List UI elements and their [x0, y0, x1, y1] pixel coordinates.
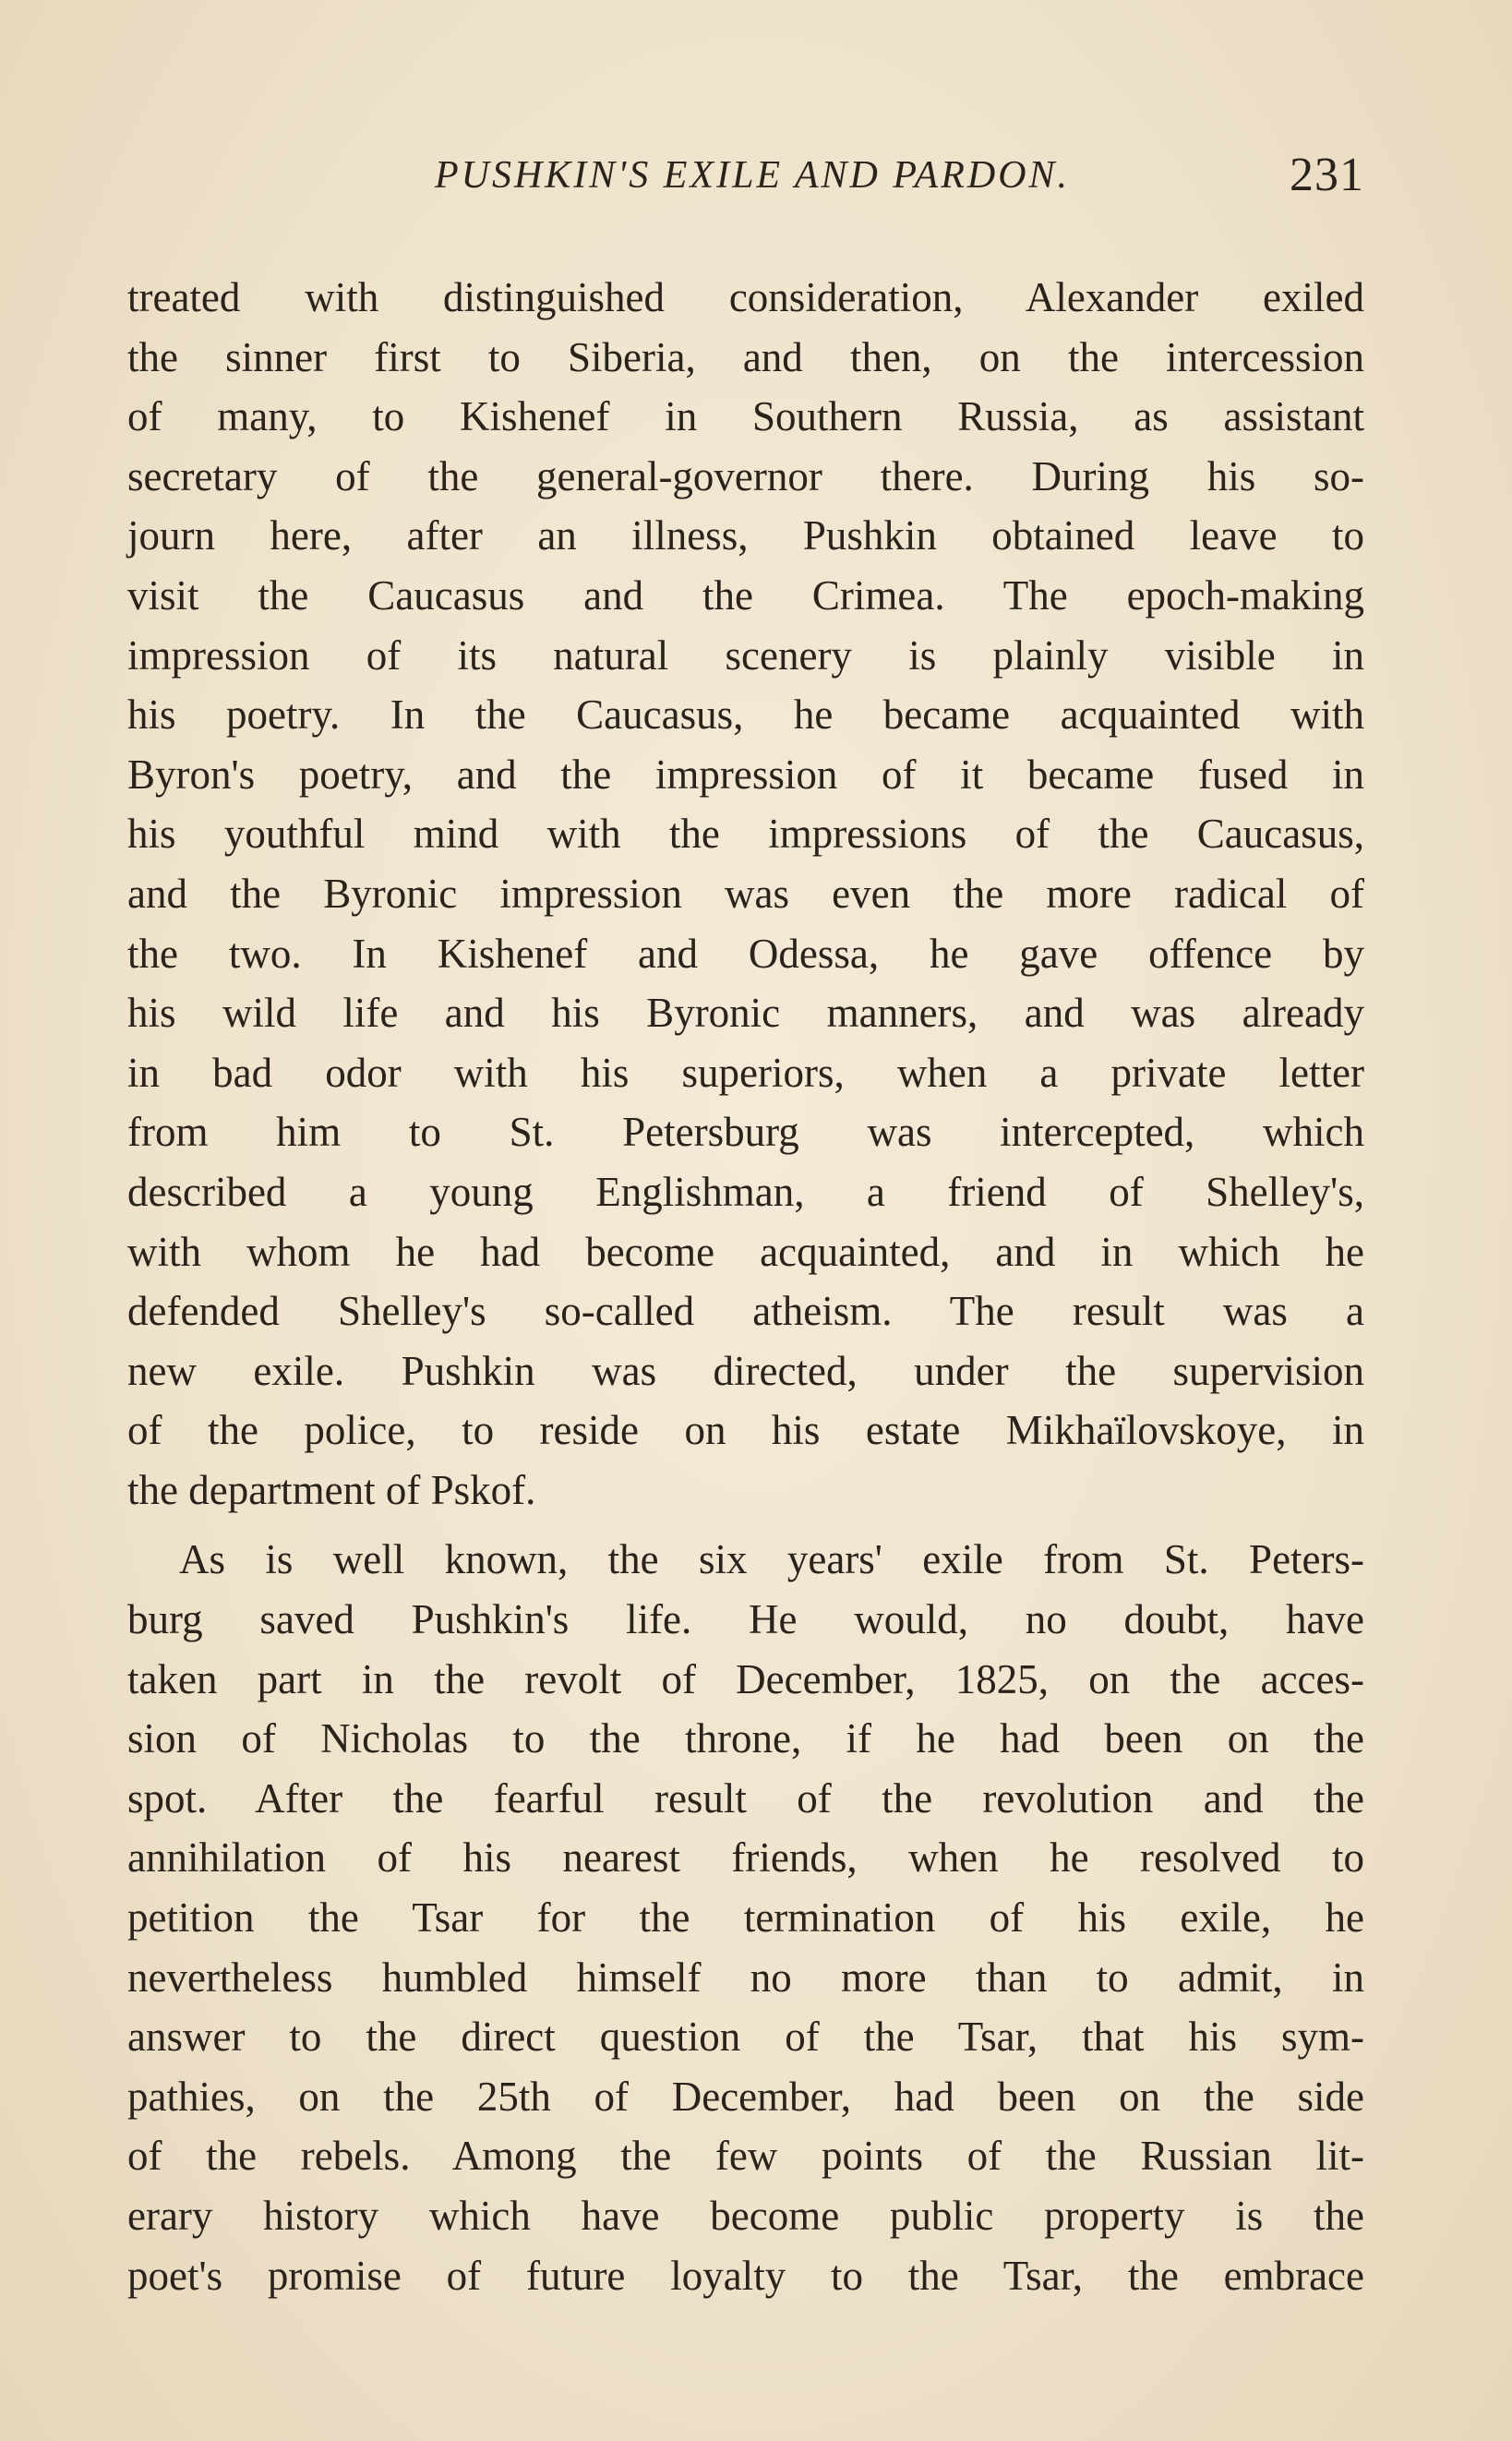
text-line: treated with distinguished consideration, Alexander exiled — [127, 274, 1364, 320]
text-line: sion of Nicholas to the throne, if he had been on the — [127, 1715, 1364, 1762]
text-line: his wild life and his Byronic manners, and was already — [127, 990, 1364, 1037]
running-title: PUSHKIN'S EXILE AND PARDON. — [434, 154, 1071, 197]
text-line: burg saved Pushkin's life. He would, no doubt, have — [127, 1596, 1364, 1643]
text-line: answer to the direct question of the Tsar, that his sym- — [127, 2014, 1364, 2061]
text-line: As is well known, the six years' exile from St. Peters- — [179, 1536, 1364, 1583]
text-line: spot. After the fearful result of the revolution and the — [127, 1774, 1364, 1822]
text-line: of the police, to reside on his estate Mikhaïlovskoye, in — [127, 1407, 1364, 1454]
text-line: the department of Pskof. — [127, 1466, 536, 1513]
paragraph-1 — [127, 268, 1364, 1520]
text-line: taken part in the revolt of December, 1825, on the acces- — [127, 1655, 1364, 1702]
text-line: in bad odor with his superiors, when a private letter — [127, 1049, 1364, 1096]
text-line: described a young Englishman, a friend of Shelley's, — [127, 1168, 1364, 1215]
text-line: and the Byronic impression was even the more radical of — [127, 870, 1364, 917]
text-line: his poetry. In the Caucasus, he became acquainted with — [127, 691, 1364, 739]
page-number: 231 — [1290, 149, 1364, 201]
text-line: the sinner first to Siberia, and then, on the intercession — [127, 333, 1364, 380]
text-line: petition the Tsar for the termination of his exile, he — [127, 1894, 1364, 1942]
text-line: impression of its natural scenery is plainly visible in — [127, 631, 1364, 679]
text-line: new exile. Pushkin was directed, under the supervision — [127, 1347, 1364, 1394]
paragraph-2 — [127, 1530, 1364, 2305]
text-line: the two. In Kishenef and Odessa, he gave offence by — [127, 930, 1364, 977]
body-text — [127, 268, 1364, 2305]
text-line: Byron's poetry, and the impression of it became fused in — [127, 751, 1364, 798]
text-line: secretary of the general-governor there. During his so- — [127, 452, 1364, 499]
text-line: journ here, after an illness, Pushkin obtained leave to — [127, 512, 1364, 559]
text-line: visit the Caucasus and the Crimea. The epoch-making — [127, 571, 1364, 619]
text-line: with whom he had become acquainted, and in which he — [127, 1228, 1364, 1275]
text-line: his youthful mind with the impressions of the Caucasus, — [127, 811, 1364, 858]
text-line: nevertheless humbled himself no more than to admit, in — [127, 1954, 1364, 2001]
text-line: erary history which have become public property is the — [127, 2193, 1364, 2239]
text-line: from him to St. Petersburg was intercepted, which — [127, 1109, 1364, 1156]
text-line: of the rebels. Among the few points of the Russian lit- — [127, 2133, 1364, 2180]
text-line: of many, to Kishenef in Southern Russia, as assistant — [127, 393, 1364, 440]
text-line: defended Shelley's so-called atheism. The result was a — [127, 1288, 1364, 1335]
text-line: pathies, on the 25th of December, had been on the side — [127, 2073, 1364, 2120]
running-head — [127, 148, 1364, 222]
text-line: poet's promise of future loyalty to the Tsar, the embrace — [127, 2252, 1364, 2299]
text-line: annihilation of his nearest friends, when he resolved to — [127, 1834, 1364, 1882]
